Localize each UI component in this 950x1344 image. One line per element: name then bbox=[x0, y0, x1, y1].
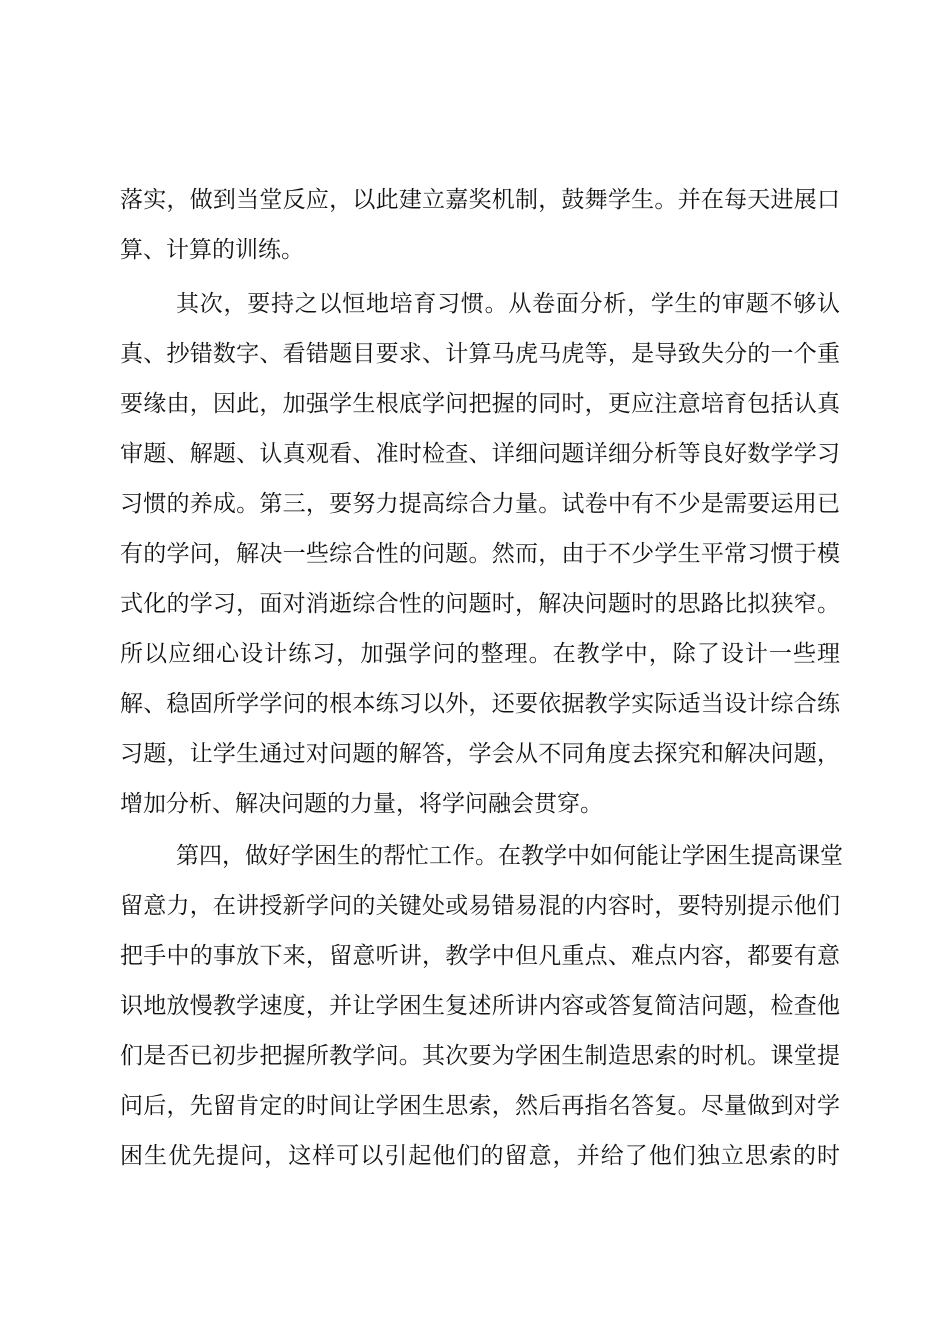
paragraph-line: 留意力，在讲授新学问的关键处或易错易混的内容时，要特别提示他们 bbox=[120, 893, 840, 919]
paragraph-line: 增加分析、解决问题的力量，将学问融会贯穿。 bbox=[120, 791, 603, 817]
paragraph-line: 困生优先提问，这样可以引起他们的留意，并给了他们独立思索的时 bbox=[120, 1143, 840, 1169]
paragraph-line: 问后，先留肯定的时间让学困生思索，然后再指名答复。尽量做到对学 bbox=[120, 1093, 840, 1119]
paragraph-line: 们是否已初步把握所教学问。其次要为学困生制造思索的时机。课堂提 bbox=[120, 1043, 840, 1069]
paragraph-line: 习惯的养成。第三，要努力提高综合力量。试卷中有不少是需要运用已 bbox=[120, 491, 840, 517]
paragraph-line: 把手中的事放下来，留意听讲，教学中但凡重点、难点内容，都要有意 bbox=[120, 943, 840, 969]
paragraph-line: 真、抄错数字、看错题目要求、计算马虎马虎等，是导致失分的一个重 bbox=[120, 341, 840, 367]
paragraph-line: 审题、解题、认真观看、准时检查、详细问题详细分析等良好数学学习 bbox=[120, 441, 840, 467]
paragraph-line: 其次，要持之以恒地培育习惯。从卷面分析，学生的审题不够认 bbox=[176, 291, 840, 317]
paragraph-line: 要缘由，因此，加强学生根底学问把握的同时，更应注意培育包括认真 bbox=[120, 391, 840, 417]
paragraph-line: 式化的学习，面对消逝综合性的问题时，解决问题时的思路比拟狭窄。 bbox=[120, 591, 840, 617]
paragraph-line: 习题，让学生通过对问题的解答，学会从不同角度去探究和解决问题， bbox=[120, 741, 840, 767]
paragraph-line: 识地放慢教学速度，并让学困生复述所讲内容或答复简洁问题，检查他 bbox=[120, 993, 840, 1019]
paragraph-line: 有的学问，解决一些综合性的问题。然而，由于不少学生平常习惯于模 bbox=[120, 541, 840, 567]
paragraph-line: 解、稳固所学学问的根本练习以外，还要依据教学实际适当设计综合练 bbox=[120, 691, 840, 717]
paragraph-line: 算、计算的训练。 bbox=[120, 237, 304, 263]
paragraph-line: 第四，做好学困生的帮忙工作。在教学中如何能让学困生提高课堂 bbox=[176, 843, 843, 869]
paragraph-line: 所以应细心设计练习，加强学问的整理。在教学中，除了设计一些理 bbox=[120, 641, 840, 667]
paragraph-line: 落实，做到当堂反应，以此建立嘉奖机制，鼓舞学生。并在每天进展口 bbox=[120, 187, 840, 213]
